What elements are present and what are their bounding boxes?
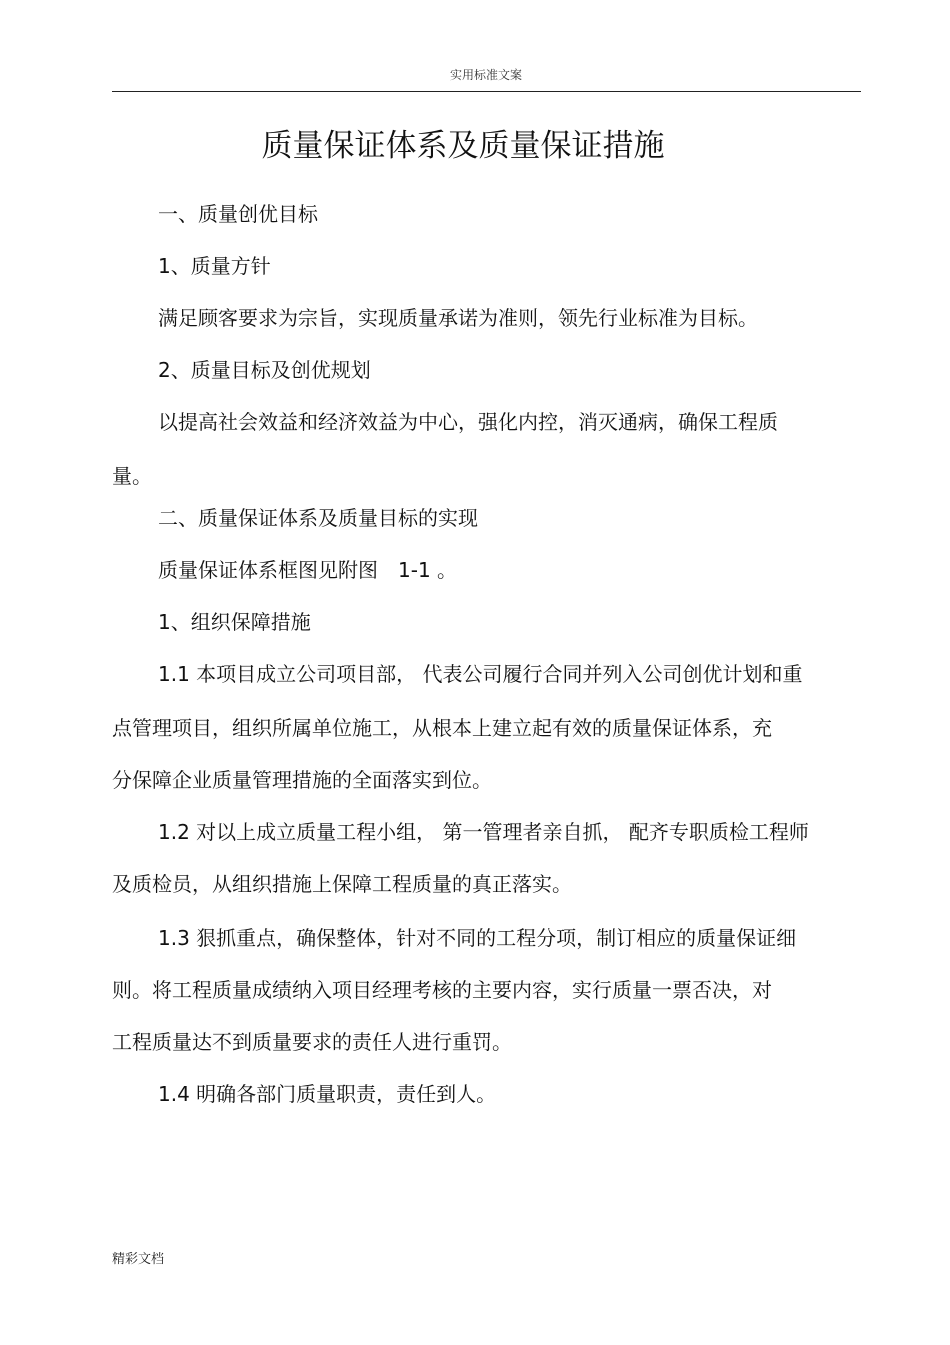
paragraph-line: 质量保证体系框图见附图 1-1 。 bbox=[158, 558, 458, 582]
paragraph-line: 点管理项目，组织所属单位施工，从根本上建立起有效的质量保证体系，充 bbox=[112, 716, 772, 740]
paragraph-line: 满足顾客要求为宗旨，实现质量承诺为准则，领先行业标准为目标。 bbox=[158, 306, 758, 330]
header-rule bbox=[112, 91, 861, 92]
paragraph-line: 及质检员，从组织措施上保障工程质量的真正落实。 bbox=[112, 872, 572, 896]
page-header: 实用标准文案 bbox=[449, 68, 522, 82]
subheading-quality-policy: 1、质量方针 bbox=[158, 254, 271, 278]
document-title: 质量保证体系及质量保证措施 bbox=[261, 128, 665, 164]
paragraph-line: 以提高社会效益和经济效益为中心，强化内控，消灭通病，确保工程质 bbox=[158, 410, 778, 434]
paragraph-line: 1.1 本项目成立公司项目部， 代表公司履行合同并列入公司创优计划和重 bbox=[158, 662, 803, 686]
subheading-quality-goal: 2、质量目标及创优规划 bbox=[158, 358, 371, 382]
paragraph-line: 1.2 对以上成立质量工程小组， 第一管理者亲自抓， 配齐专职质检工程师 bbox=[158, 820, 809, 844]
paragraph-line: 量。 bbox=[112, 464, 152, 488]
paragraph-line: 则。将工程质量成绩纳入项目经理考核的主要内容，实行质量一票否决，对 bbox=[112, 978, 772, 1002]
paragraph-line: 1.3 狠抓重点，确保整体，针对不同的工程分项，制订相应的质量保证细 bbox=[158, 926, 797, 950]
paragraph-line: 1.4 明确各部门质量职责，责任到人。 bbox=[158, 1082, 497, 1106]
paragraph-line: 分保障企业质量管理措施的全面落实到位。 bbox=[112, 768, 492, 792]
paragraph-line: 工程质量达不到质量要求的责任人进行重罚。 bbox=[112, 1030, 512, 1054]
subheading-organization: 1、组织保障措施 bbox=[158, 610, 311, 634]
section-heading-2: 二、质量保证体系及质量目标的实现 bbox=[158, 506, 478, 530]
page-footer: 精彩文档 bbox=[112, 1252, 165, 1267]
section-heading-1: 一、质量创优目标 bbox=[158, 202, 318, 226]
